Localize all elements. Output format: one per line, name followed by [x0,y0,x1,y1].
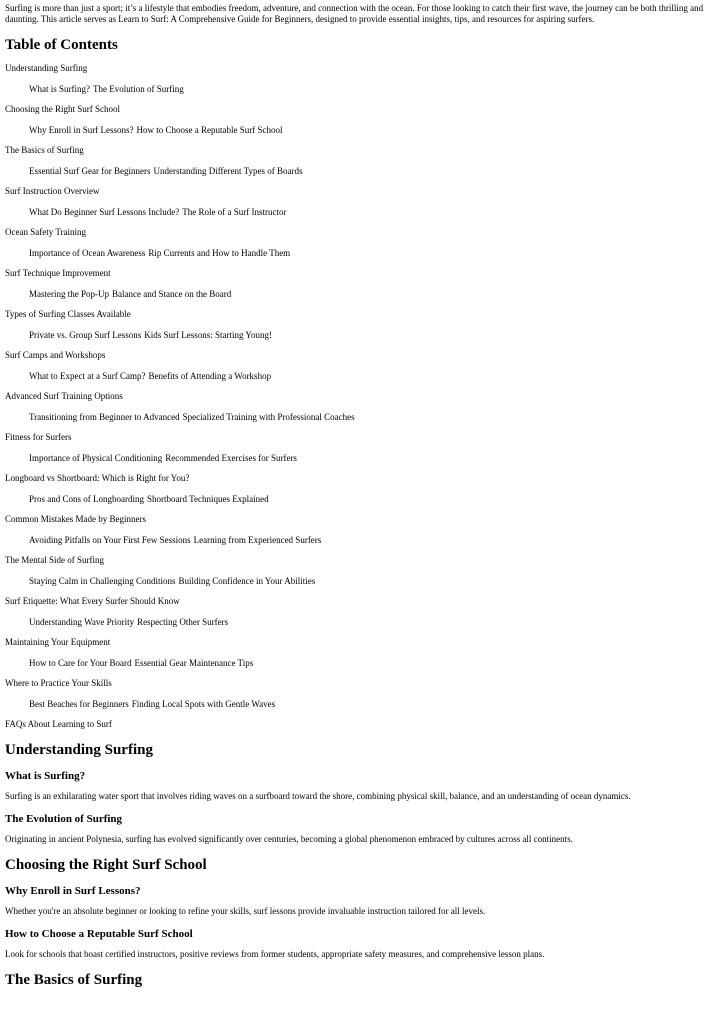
toc-sub-link[interactable]: Pros and Cons of Longboarding [29,493,144,504]
toc-sub-row [29,207,715,218]
toc-sub-link[interactable]: Private vs. Group Surf Lessons [29,329,142,340]
section-surf-school [5,856,715,960]
toc-sub-link[interactable]: Recommended Exercises for Surfers [165,452,297,463]
toc-sub-link[interactable]: Why Enroll in Surf Lessons? [29,124,134,135]
toc-sub-link[interactable]: How to Care for Your Board [29,657,132,668]
toc-link[interactable]: Fitness for Surfers [5,432,72,442]
toc-sub-row [29,330,715,341]
section-basics [5,971,715,989]
toc-sub-link[interactable]: Essential Surf Gear for Beginners [29,165,151,176]
body-paragraph: Look for schools that boast certified instructors, positive reviews from former students, appropriate safety measures, and comprehensive lesson plans. [5,949,545,959]
toc-sub-row [29,289,715,300]
toc-link[interactable]: Choosing the Right Surf School [5,104,121,114]
section-heading: Understanding Surfing [5,742,153,758]
toc-title: Table of Contents [5,37,118,53]
toc-sub-link[interactable]: Benefits of Attending a Workshop [148,370,272,381]
toc-sub-link[interactable]: Understanding Different Types of Boards [153,165,303,176]
toc-sub-link[interactable]: Learning from Experienced Surfers [193,534,322,545]
section-heading: Choosing the Right Surf School [5,857,207,873]
toc-link[interactable]: Longboard vs Shortboard: Which is Right for You? [5,473,190,483]
section-understanding [5,741,715,845]
toc-link[interactable]: Surf Instruction Overview [5,186,100,196]
toc-sub-link[interactable]: Essential Gear Maintenance Tips [134,657,254,668]
toc-link[interactable]: The Basics of Surfing [5,145,84,155]
toc-sub-row [29,84,715,95]
toc-sub-link[interactable]: Importance of Physical Conditioning [29,452,163,463]
toc-link[interactable]: Maintaining Your Equipment [5,637,111,647]
subsection-heading: What is Surfing? [5,770,86,782]
toc-link[interactable]: Types of Surfing Classes Available [5,309,131,319]
toc-sub-row [29,617,715,628]
toc-sub-link[interactable]: Staying Calm in Challenging Conditions [29,575,176,586]
toc-link[interactable]: Where to Practice Your Skills [5,678,112,688]
toc-sub-link[interactable]: The Role of a Surf Instructor [182,206,287,217]
toc-sub-link[interactable]: What to Expect at a Surf Camp? [29,370,146,381]
toc-sub-row [29,494,715,505]
subsection-heading: The Evolution of Surfing [5,813,123,825]
toc-sub-link[interactable]: Finding Local Spots with Gentle Waves [131,698,276,709]
body-paragraph: Surfing is an exhilarating water sport that involves riding waves on a surfboard toward the shore, combining physical skill, balance, and an understanding of ocean dynamics. [5,791,631,801]
toc-sub-link[interactable]: Respecting Other Surfers [137,616,229,627]
toc-sub-link[interactable]: Importance of Ocean Awareness [29,247,146,258]
toc-sub-link[interactable]: Building Confidence in Your Abilities [178,575,316,586]
toc-sub-row [29,412,715,423]
toc-link[interactable]: Surf Camps and Workshops [5,350,106,360]
toc-sub-row [29,453,715,464]
toc-link-faq[interactable]: FAQs About Learning to Surf [5,719,112,729]
section-heading: The Basics of Surfing [5,972,143,988]
toc-sub-row [29,699,715,710]
toc-sub-row [29,248,715,259]
toc-link[interactable]: Ocean Safety Training [5,227,86,237]
toc-sub-row [29,371,715,382]
toc-sub-link[interactable]: Kids Surf Lessons: Starting Young! [144,329,273,340]
subsection-heading: How to Choose a Reputable Surf School [5,928,193,940]
toc-sub-link[interactable]: The Evolution of Surfing [93,83,184,94]
toc-link[interactable]: Understanding Surfing [5,63,88,73]
toc-sub-row [29,125,715,136]
body-paragraph: Originating in ancient Polynesia, surfing has evolved significantly over centuries, becoming a global phenomenon embraced by cultures across all continents. [5,834,573,844]
toc-sub-link[interactable]: Avoiding Pitfalls on Your First Few Sessions [29,534,191,545]
toc-link[interactable]: Common Mistakes Made by Beginners [5,514,146,524]
toc-sub-row [29,535,715,546]
intro-paragraph: Surfing is more than just a sport; it’s a lifestyle that embodies freedom, adventure, and connection with the ocean. For those looking to catch their first wave, the journey can be both thrilling and daunting. This article serves as Learn to Surf: A Comprehensive Guide for Beginners, designed to provide essential insights, tips, and resources for aspiring surfers. [5,3,704,24]
toc-sub-link[interactable]: Best Beaches for Beginners [29,698,129,709]
body-paragraph: Whether you're an absolute beginner or looking to refine your skills, surf lessons provide invaluable instruction tailored for all levels. [5,906,486,916]
toc-sub-link[interactable]: Balance and Stance on the Board [112,288,232,299]
toc-sub-link[interactable]: Mastering the Pop-Up [29,288,109,299]
toc-sub-link[interactable]: What Do Beginner Surf Lessons Include? [29,206,180,217]
toc-sub-row [29,576,715,587]
toc-sub-row [29,166,715,177]
toc-link[interactable]: Surf Technique Improvement [5,268,111,278]
toc-sub-link[interactable]: Specialized Training with Professional Coaches [182,411,355,422]
subsection-heading: Why Enroll in Surf Lessons? [5,885,141,897]
toc-link[interactable]: Advanced Surf Training Options [5,391,123,401]
toc-sub-link[interactable]: Shortboard Techniques Explained [147,493,269,504]
toc-sub-link[interactable]: What is Surfing? [29,83,90,94]
toc-link[interactable]: Surf Etiquette: What Every Surfer Should Know [5,596,180,606]
toc-sub-link[interactable]: Understanding Wave Priority [29,616,135,627]
table-of-contents [5,63,715,730]
toc-sub-link[interactable]: Rip Currents and How to Handle Them [148,247,291,258]
toc-link[interactable]: The Mental Side of Surfing [5,555,104,565]
toc-sub-row [29,658,715,669]
toc-sub-link[interactable]: Transitioning from Beginner to Advanced [29,411,180,422]
toc-sub-link[interactable]: How to Choose a Reputable Surf School [136,124,283,135]
